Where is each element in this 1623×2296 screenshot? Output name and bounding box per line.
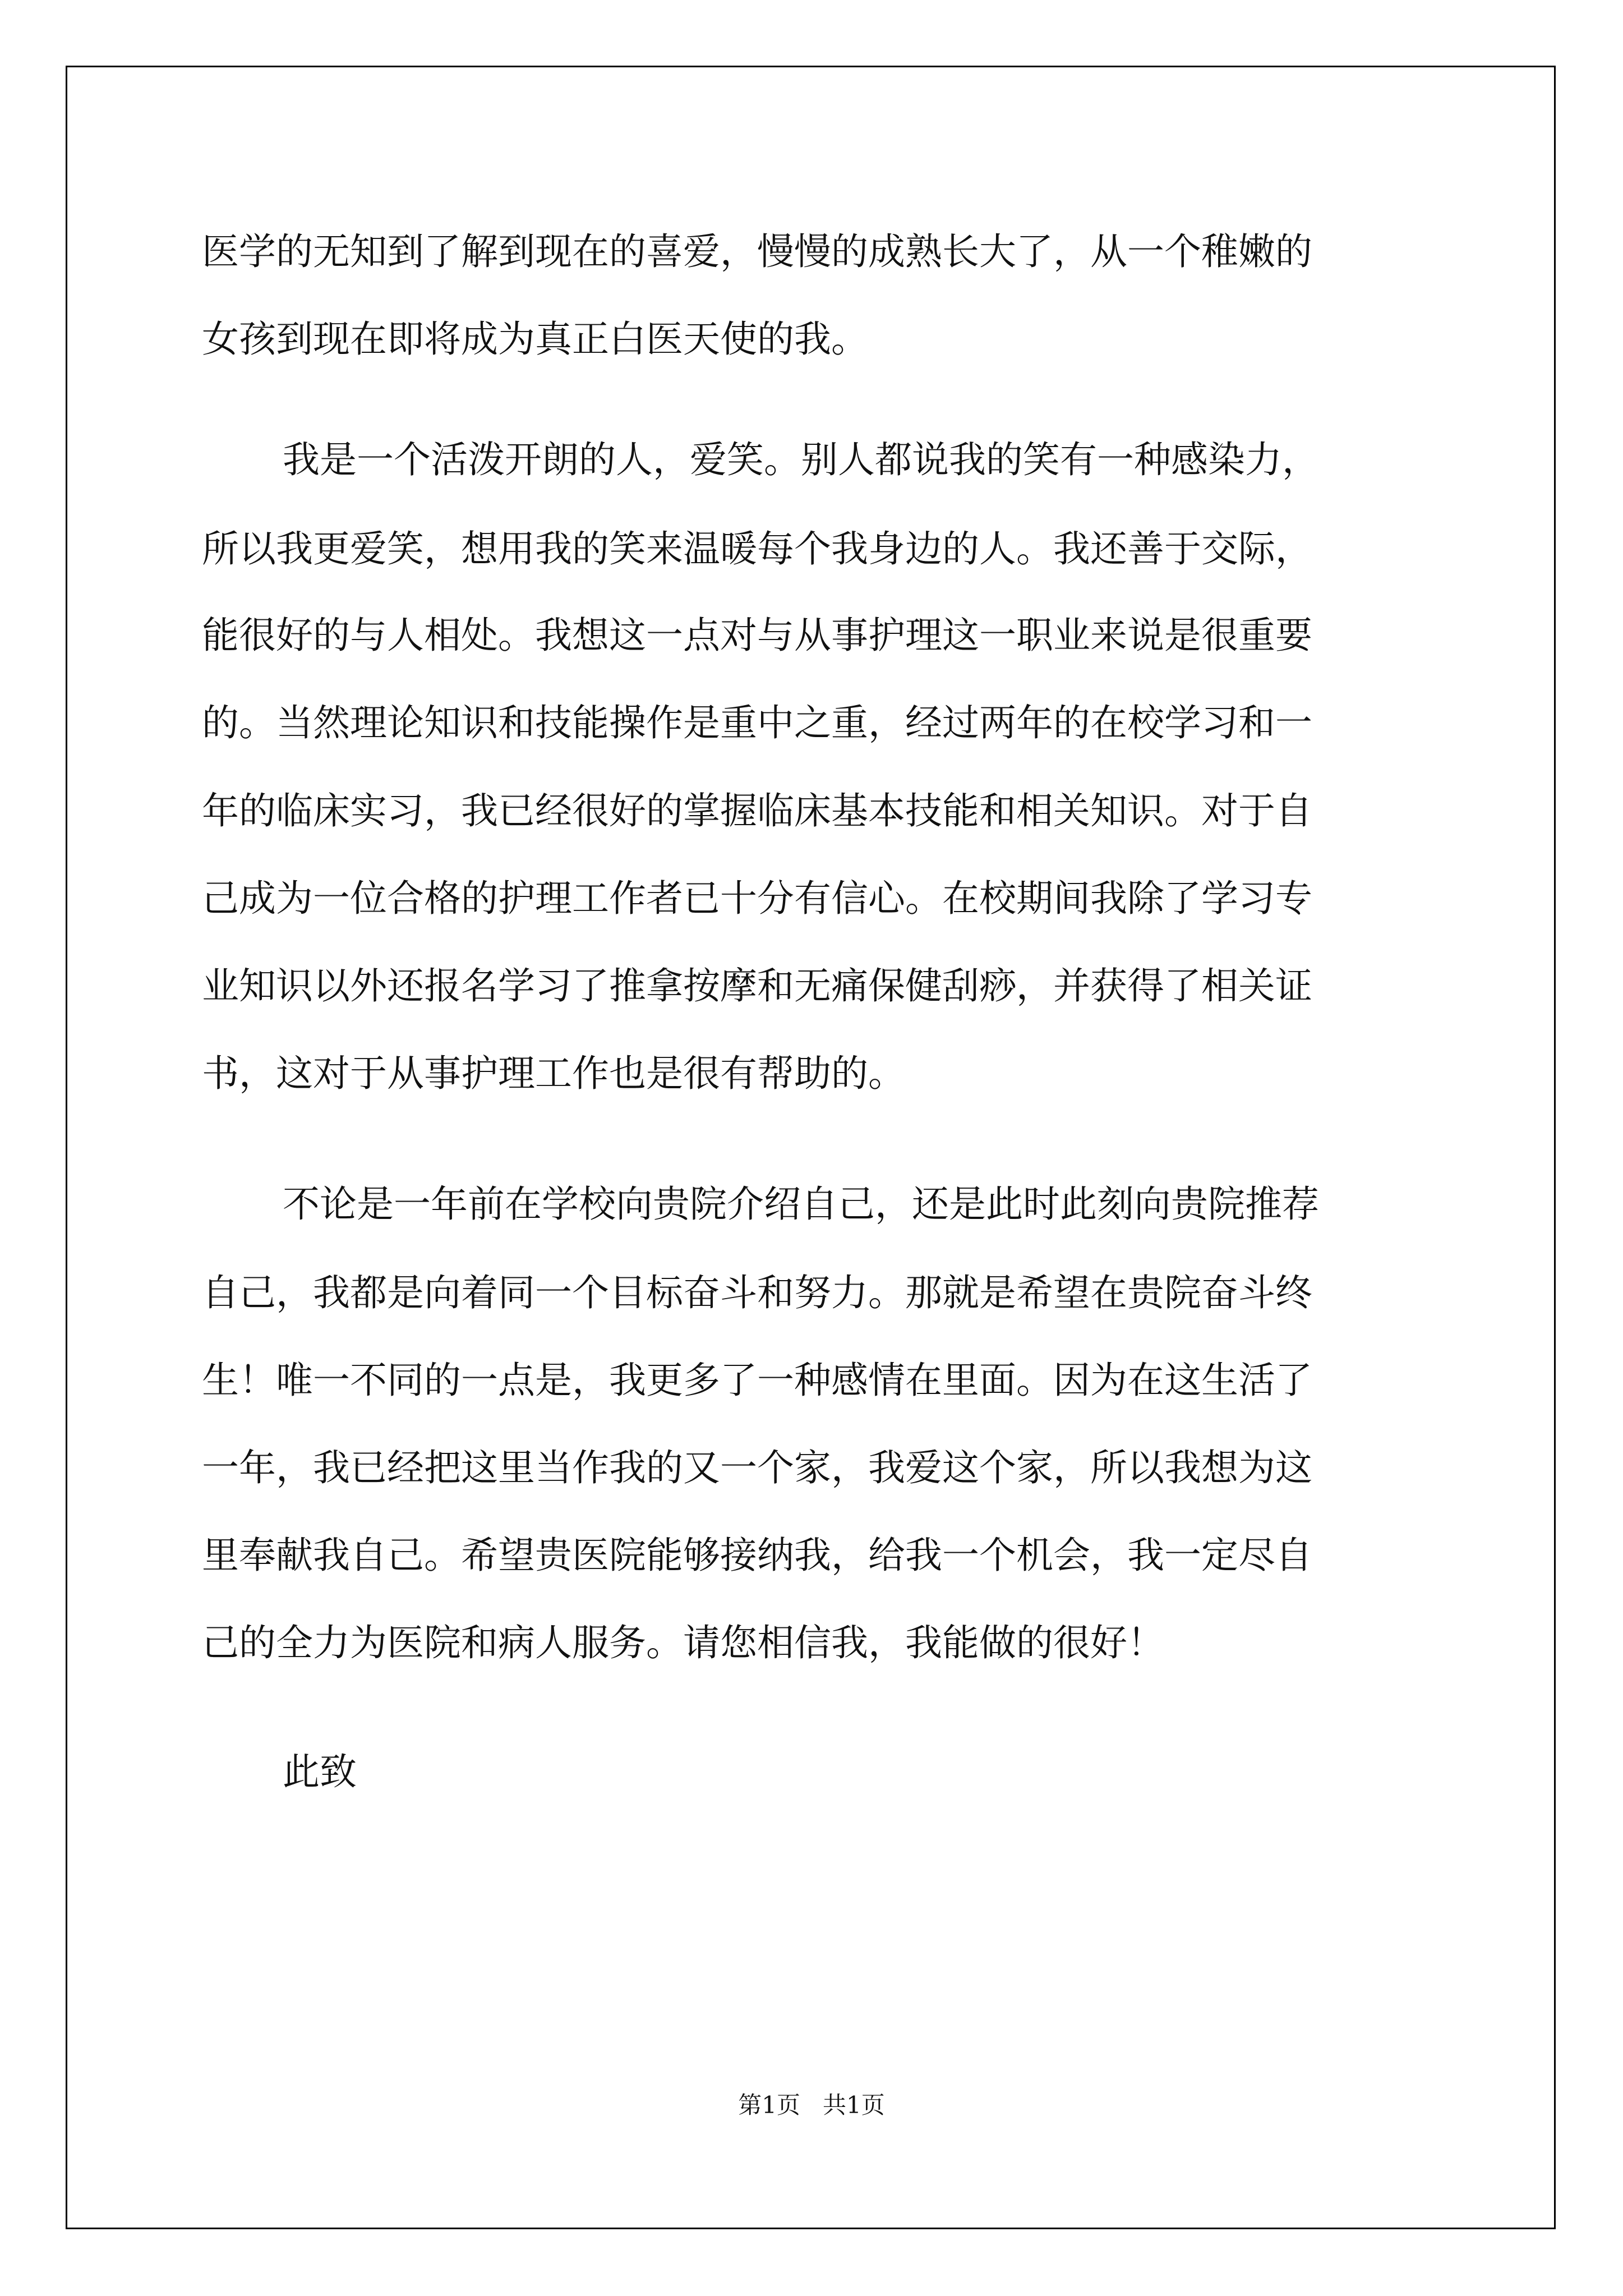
text-line: 己成为一位合格的护理工作者已十分有信心。在校期间我除了学习专	[202, 877, 1312, 920]
text-line: 所以我更爱笑，想用我的笑来温暖每个我身边的人。我还善于交际，	[202, 527, 1312, 570]
text-line: 医学的无知到了解到现在的喜爱，慢慢的成熟长大了，从一个稚嫩的	[202, 230, 1312, 273]
page-footer: 第1页 共1页	[738, 2091, 885, 2119]
text-line: 自己，我都是向着同一个目标奋斗和努力。那就是希望在贵院奋斗终	[202, 1271, 1312, 1314]
text-line: 年的临床实习，我已经很好的掌握临床基本技能和相关知识。对于自	[202, 789, 1312, 832]
text-line: 己的全力为医院和病人服务。请您相信我，我能做的很好！	[202, 1621, 1164, 1664]
text-line: 此致	[283, 1750, 357, 1793]
text-line: 能很好的与人相处。我想这一点对与从事护理这一职业来说是很重要	[202, 614, 1312, 657]
text-line: 书，这对于从事护理工作也是很有帮助的。	[202, 1052, 905, 1095]
text-line: 一年，我已经把这里当作我的又一个家，我爱这个家，所以我想为这	[202, 1446, 1312, 1489]
page-border	[66, 66, 1556, 2229]
text-line: 里奉献我自己。希望贵医院能够接纳我，给我一个机会，我一定尽自	[202, 1534, 1312, 1577]
text-line: 不论是一年前在学校向贵院介绍自己，还是此时此刻向贵院推荐	[283, 1182, 1319, 1226]
text-line: 的。当然理论知识和技能操作是重中之重，经过两年的在校学习和一	[202, 701, 1312, 744]
text-line: 业知识以外还报名学习了推拿按摩和无痛保健刮痧，并获得了相关证	[202, 964, 1312, 1007]
text-line: 我是一个活泼开朗的人，爱笑。别人都说我的笑有一种感染力，	[283, 438, 1319, 481]
text-line: 生！唯一不同的一点是，我更多了一种感情在里面。因为在这生活了	[202, 1359, 1312, 1402]
text-line: 女孩到现在即将成为真正白医天使的我。	[202, 318, 868, 361]
